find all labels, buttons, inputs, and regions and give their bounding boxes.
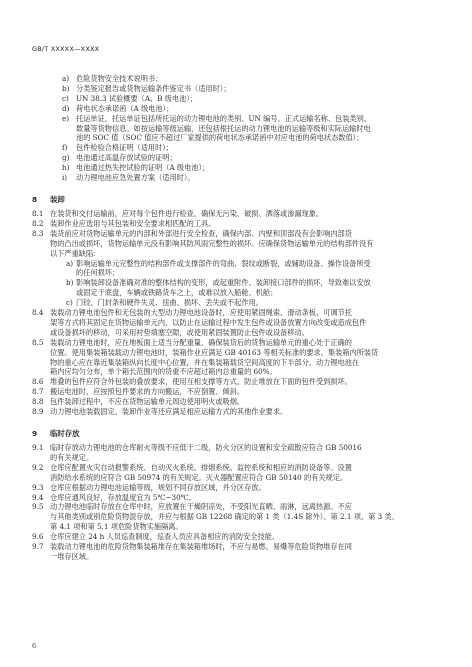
clause-continuation: 的有关规定。 (50, 452, 94, 462)
list-marker: g) (62, 153, 70, 163)
section-number: 8 (32, 194, 38, 204)
clause-paragraph (32, 397, 444, 407)
clause-paragraph (32, 463, 444, 473)
document-body (32, 74, 444, 562)
list-item-continuation: 池的 SOC 值（SOC 值应不超过厂家提供的荷电状态承诺函中对应电池的荷电状态数值）； (76, 133, 364, 143)
list-item (32, 74, 444, 84)
list-item (32, 163, 444, 173)
list-item-text: 托运单证，托运单证包括所托运的动力锂电池的类别、UN 编号、正式运输名称、包装类别、 (76, 113, 371, 123)
clause-number: 8.6 (32, 377, 44, 387)
clause-continuation: 以下严重缺陷： (50, 248, 101, 258)
list-item-continuation: 的任何损坏； (76, 268, 120, 278)
clause-paragraph (32, 387, 444, 397)
list-marker: c) (66, 298, 73, 308)
list-marker: e) (62, 113, 70, 123)
list-item (32, 94, 444, 104)
clause-paragraph (32, 219, 444, 229)
clause-number: 8.7 (32, 387, 44, 397)
clause-text: 装卸作业应选用与其包装和安全要求相匹配的工具。 (50, 218, 216, 228)
list-item (32, 278, 444, 288)
list-item (32, 259, 444, 269)
clause-continuation: 或设备损坏的移动，可采用衬垫填塞空隙，或使用紧固装置防止包件或设备移动。 (50, 327, 309, 337)
list-marker: c) (62, 93, 69, 103)
section-title: 装卸 (50, 194, 65, 204)
clause-continuation: 物的重心应在靠近集装箱纵向长度中心位置，并在集装箱载货空间高度的下半部分。动力锂电池在 (50, 357, 360, 367)
clause-text: 仓库应根据动力锂电池运输等级，规划不同存放区域，并分区存放。 (50, 482, 266, 492)
list-marker: d) (62, 103, 70, 113)
clause-continuation: 箱内应均匀分布，单个箱长范围内的货重不应超过箱内总重量的 60%。 (50, 367, 277, 377)
clause-paragraph (32, 542, 444, 552)
list-item (32, 173, 444, 183)
section-title: 临时存放 (50, 429, 80, 438)
clause-text: 装载动力锂电池的危险货物集装箱堆存在集装箱堆场时，不应与易燃、易爆等危险货物堆存在同 (50, 542, 352, 552)
clause-text: 包件装卸过程中，不应在货物运输单元周边使用明火或吸烟。 (50, 397, 245, 407)
clause-number: 8.2 (32, 218, 44, 228)
clause-continuation: 与其他类别或别危险货物混存放，并应与根据 GB 12268 确定的第 1 类（1.4S 除外）、第 2.1 项、第 3 类、 (50, 512, 399, 522)
clause-paragraph (32, 493, 444, 503)
clause-text: 仓库应建立 24 h 人员巡查制度，巡查人员应具备相应的消防安全技能。 (50, 532, 280, 542)
clause-number: 9.6 (32, 532, 44, 542)
section-8-paragraphs-cont (32, 308, 444, 417)
clause-text: 临时存放动力锂电池的仓库耐火等级不应低于二级，防火分区的设置和安全疏散应符合 GB 50016 (50, 443, 362, 452)
section-8-paragraphs (32, 209, 444, 259)
list-marker: a) (66, 258, 74, 268)
clause-text: 仓库应配置火灾自动报警系统、自动灭火系统、排烟系统、监控系统和相应的消防设备等。设置 (50, 462, 352, 472)
section-heading-9 (32, 429, 444, 439)
list-item-continuation: 或固定于底盘，车辆或铁路货车之上，或难以放入船舱、机舱； (76, 288, 278, 298)
list-item-text: 包件检验合格证明（适用时）； (76, 143, 174, 153)
list-marker: b) (62, 83, 70, 93)
list-item (32, 298, 444, 308)
clause-text: 装货前应对货物运输单元的内部和外部进行安全检查，确保内部、内壁和顶部没有会影响内部货 (50, 228, 352, 238)
list-item-text: 动力锂电池应急处置方案（适用时）。 (76, 173, 195, 183)
list-item-text: 电池通过高温存放试验的证明； (76, 153, 177, 163)
clause-text: 动力锂电池装载固定、装卸作业等还应满足相应运输方式的其他作业要求。 (50, 407, 288, 417)
section-number: 9 (32, 429, 38, 438)
list-item-text: 荷电状态承诺函（A 级电池）； (76, 103, 174, 113)
list-item-text: 分类鉴定报告或货物运输条件鉴定书（适用时）； (76, 83, 231, 93)
clause-continuation: 物的凸出或损坏，货物运输单元没有影响其防风雨完整性的损坏。应确保货物运输单元的结构部件没有 (50, 238, 374, 248)
clause-continuation: 第 4.1 项和第 5.1 项危险货物实施隔离。 (50, 522, 183, 532)
standard-header: GB/T XXXXX—XXXX (32, 45, 100, 53)
clause-paragraph (32, 209, 444, 219)
list-item-text: 门铰、门封条和硬件失灵、扭曲、损坏、丢失或不起作用。 (76, 298, 263, 308)
clause-paragraph (32, 483, 444, 493)
clause-paragraph (32, 338, 444, 348)
clause-number: 9.4 (32, 492, 44, 502)
document-list (32, 74, 444, 183)
clause-text: 在装货和交付运输前，应对每个包件进行检查，确保无污染、破损、洒落或渗漏现象。 (50, 208, 324, 218)
list-item-continuation: 数量等货物信息。如按运输等级运输，还包括根托运的动力锂电池的运输等级和实际运输时电 (76, 123, 371, 133)
section-9-paragraphs (32, 443, 444, 562)
clause-continuation: 一堆存区域。 (50, 551, 94, 561)
list-marker: b) (66, 278, 74, 288)
list-item-text: 危险货物安全技术说明书； (76, 74, 163, 83)
list-item (32, 143, 444, 153)
clause-number: 9.7 (32, 542, 44, 552)
section-8-sublist (32, 259, 444, 309)
clause-paragraph (32, 229, 444, 239)
list-marker: i) (62, 173, 68, 183)
clause-paragraph (32, 407, 444, 417)
list-item-text: 影响运输单元完整性的结构部件或支撑部件的弯曲、裂纹或断裂，或辅助设备、操作设备所受 (76, 258, 371, 268)
list-item (32, 84, 444, 94)
clause-text: 仓库应通风良好，存放温度宜为 5℃~30℃。 (50, 492, 196, 502)
clause-paragraph (32, 308, 444, 318)
list-marker: h) (62, 163, 70, 173)
clause-number: 8.5 (32, 337, 44, 347)
clause-number: 9.1 (32, 443, 44, 452)
list-marker: f) (62, 143, 68, 153)
list-item-text: 影响装卸设备准确对准的整体结构的变形，或起重附件、装卸接口部件的损坏，导致难以安放 (76, 278, 371, 288)
list-item (32, 104, 444, 114)
page-number: 6 (32, 642, 37, 650)
clause-number: 9.5 (32, 502, 44, 512)
clause-number: 9.3 (32, 482, 44, 492)
clause-number: 8.9 (32, 407, 44, 417)
clause-number: 9.2 (32, 462, 44, 472)
list-item-text: 电池通过热失控试验的证明（A 级电池）； (76, 163, 210, 173)
clause-text: 装载动力锂电池时，应在地板面上适当分配重量，确保装货后的货物运输单元的重心处于正确的 (50, 337, 352, 347)
list-item-text: UN 38.3 试验概要（A、B 级电池）； (76, 93, 198, 103)
clause-paragraph (32, 443, 444, 453)
clause-number: 8.3 (32, 228, 44, 238)
clause-continuation: 架等方式将其固定在货物运输单元内，以防止在运输过程中发生包件或设备放置方向改变或造成包件 (50, 317, 367, 327)
list-marker: a) (62, 74, 70, 83)
list-item (32, 153, 444, 163)
clause-number: 8.8 (32, 397, 44, 407)
clause-paragraph (32, 502, 444, 512)
clause-number: 8.1 (32, 208, 44, 218)
clause-text: 装载动力锂电池包件和无包装的大型动力锂电池设备时，应使用紧固绳索、滑动条板、可调节托 (50, 308, 352, 318)
list-item (32, 114, 444, 124)
clause-text: 堆叠的包件应符合外包装的叠放要求，使用互相支撑等方式，防止堆放在下面的包件受到损坏。 (50, 377, 352, 387)
clause-text: 搬运电池时，应按照包件要求的方向搬运，不应倒置、倾斜。 (50, 387, 245, 397)
clause-number: 8.4 (32, 308, 44, 318)
clause-continuation: 位置。使用集装箱装载动力锂电池时，装箱作业应满足 GB 40163 等相关标准的要求。集装箱内所装货 (50, 347, 379, 357)
clause-text: 动力锂电池临时存放在仓库中时，应放置在干燥阴凉处，不受阳光直晒、雨淋，远离热源。不应 (50, 502, 352, 512)
clause-paragraph (32, 532, 444, 542)
section-heading-8 (32, 195, 444, 205)
clause-paragraph (32, 377, 444, 387)
clause-continuation: 消防给水系统的应符合 GB 50974 的有关规定。灭火器配置应符合 GB 50140 的有关规定。 (50, 472, 348, 482)
